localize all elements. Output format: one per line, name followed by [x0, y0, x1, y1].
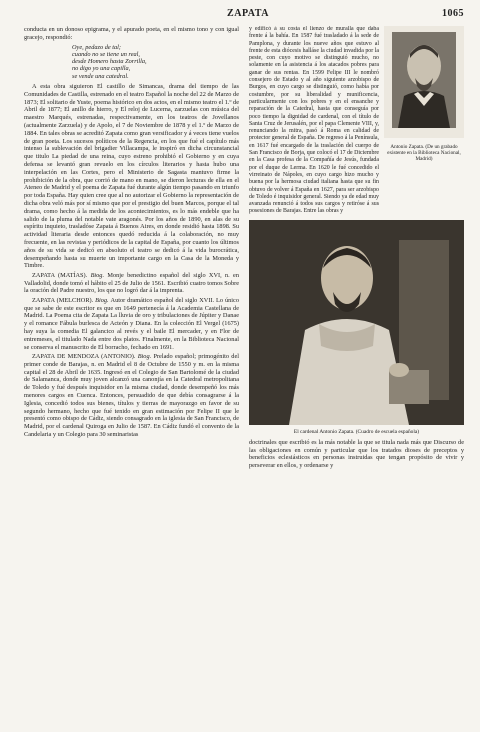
verse-line: se vende una catedral.	[72, 72, 129, 80]
entry-headword: ZAPATA (MELCHOR).	[32, 296, 96, 304]
entry-tag: Biog.	[137, 352, 154, 360]
dictionary-entry	[24, 297, 239, 352]
body-paragraph: A esta obra siguieron El castillo de Simancas, drama del tiempo de las Comunidades de Castilla, estrenado en el teatro Español la noche del 22 de Marzo de 1873; El solitario de Yuste, poema histórico en dos actos, en el mismo teatro el 1.º de Abril de 1877; El anillo de hierro, y El reloj de Lucerna, zarzuelas con música del maestro Marqués, estrenadas, respectivamente, en los teatros de Jovellanos (actualmente Zarzuela) y de Apolo, el 7 de Noviembre de 1878 y el 1.º de Marzo de 1884. En tales obras se acreditó Zapata como gran versificador y á veces tiene vuelos de gran poeta. Los sucesos políticos de la Regencia, en los que fué el capítulo más intenso la sublevación del brigadier Villacampa, le inspiró en dicha circunstancial que titulo La piedad de una reina, cuyo estreno prohibió el Gobierno y en cuya defensa se levantó gran revuelo en los círculos literarios y hasta hubo una interpelación en las Cortes, pero el Ministerio de Sagasta mantuvo firme la prohibición de la obra, que corrió de mano en mano, se dieron lecturas de ella en el Ateneo de Madrid y el poema de Zapata fué durante algún tiempo pasando en triunfo por toda España. Hay quien cree que al no autorizar el Gobierno la representación de dicha obra veló más por sí mismo que por el prestigio del buen Marcos, porque el tal drama, como hecho á la medida de los acontecimientos, es lo más endeble que ha salido de la pluma del notable vate aragonés. Por los años de 1890, en alas de su espíritu inquieto, trasladóse Zapata á Buenos Aires, en donde residió hasta 1898. Su actividad literaria desde entonces quedó reducida á la colaboración, no muy frecuente, en las revistas y periódicos de la capital de España, por cuanto los últimos años de su vida se dedicó en absoluto el teatro se dedicó á la vida burocrática, desempeñando hasta su muerte un importante cargo en la Casa de la Moneda y Timbre.	[24, 83, 239, 270]
entry-text: Monje benedictino español del siglo XVI, n. en Valladolid, donde tomó el hábito el 25 de Julio de 1561. Escribió cuatro tomos Sobre la oración del Padre nuestro, los que no logró dar á la imprenta.	[24, 271, 239, 295]
verse-line: Oye, pedazo de tal;	[72, 43, 121, 51]
running-head	[24, 8, 464, 24]
dictionary-entry	[24, 353, 239, 439]
right-top-text	[249, 26, 379, 216]
verse-line: no digo yo una capilla,	[72, 65, 131, 73]
dictionary-entry	[24, 272, 239, 295]
verse-line: desde Homero hasta Zorrilla,	[72, 58, 147, 66]
running-head-title: ZAPATA	[227, 8, 269, 19]
epigram-verse	[72, 44, 239, 80]
engraved-portrait	[384, 26, 464, 216]
continued-paragraph: y edificó á su costa el lienzo de muralla que daba frente á la bahía. En 1587 fué trasladado á la sede de Pamplona, y durante los nueve años que estuvo al frente de esta diócesis halláse la ciudad invadida por la peste, con cuyo motivo se distinguió mucho, no solamente en la asistencia á los atacados pobres para ganar de sus rentas. En 1599 Felipe III le nombró consejero de Estado y al año siguiente arzobispo de Burgos, en cuyo cargo se distinguió, como había por costumbre, por su liberalidad y munificencia, particularmente con los pobres y en el ensanche y reparación de la Catedral, hasta que conseguía por poco tiempo la dignidad de cardenal, con el título de Santa Cruz de Jerusalén, por el papa Clemente VIII, y, renunciando la mitra, pasó á Roma en calidad de protector general de España. De regreso á la Península, en 1617 fué encargado de la traslación del cuerpo de San Francisco de Borja, que colocó el 17 de Diciembre en la Casa profesa de la Compañía de Jesús, fundada por el duque de Lerma. En 1620 le fué concedido el virreinato de Nápoles, en cuyo cargo hizo mucho y buena por la hermosa ciudad italiana hasta que su fin obtuvo de volver á España en 1627, para ser arzobispo de Toledo é inquisidor general. Siendo ya de edad muy avanzada renunció á todos sus cargos y retiróse á sus posesiones de Barajas. Entre las obras y	[249, 26, 379, 215]
closing-paragraph: doctrinales que escribió es la más notable la que se titula nada más que Discurso de las obligaciones en común y particular que los tratados dioses de preceptos y beneficios eclesiásticos en personas instruidas que tengan propósito de vivir y perseverar en ellos, y ordenarse y	[249, 438, 464, 470]
engraved-portrait-caption: Antonio Zapata. (De un grabado existente en la Biblioteca Nacional, Madrid)	[387, 144, 461, 162]
intro-paragraph: conducta en un donoso epigrama, y el apurado poeta, en el mismo tono y con igual gracejo, respondió:	[24, 26, 239, 41]
right-column	[249, 26, 464, 716]
left-column	[24, 26, 239, 716]
entry-text: Prelado español; primogénito del primer conde de Barajas, n. en Madrid el 8 de Octubre de 1550 y m. en la misma capital el 28 de Abril de 1635. Ingresó en el Colegio de San Bartolomé de la ciudad de Salamanca, donde muy joven alcanzó una canonjía en la Catedral metropolitana de Toledo y fué después inquisidor en la misma ciudad, donde desempeñó los más menores cargos en Cuenca. Entonces, persuadido de que debía consagrarse á la Iglesia, concedió todos sus bienes, títulos y tierras de mayorazgo en favor de su segundo hermano, hecho que fué tenido en gran estimación por Felipe II que le presentó como obispo de Cádiz, siendo consagrado en la iglesia de San Francisco, de Madrid, por el cardenal Quiroga en Julio de 1587. En Cádiz fundó el convento de la Candelaria y un Colegio para 30 seminaristas	[24, 352, 239, 438]
entry-headword: ZAPATA DE MENDOZA (ANTONIO).	[32, 352, 138, 360]
entry-headword: ZAPATA (MATÍAS).	[32, 271, 91, 279]
entry-tag: Biog.	[90, 271, 108, 279]
verse-line: cuando no se tiene un real,	[72, 50, 140, 58]
page-number: 1065	[441, 8, 464, 19]
entry-tag: Biog.	[95, 296, 111, 304]
two-column-body	[24, 26, 464, 716]
painted-portrait-caption: El cardenal Antonio Zapata. (Cuadro de escuela española)	[293, 428, 420, 435]
engraved-portrait-image	[384, 26, 464, 138]
painted-portrait	[249, 220, 464, 436]
text-with-portrait	[249, 26, 464, 216]
entry-text: Autor dramático español del siglo XVII. Lo único que se sabe de este escritor es que en 1649 pertenecía á la Academia Castellana de Madrid. La Poema cita de Zapata La lluvia de oro y tribulaciones de Júpiter y Danae y el romance Fábula burlesca de Acteón y Diana. En la colección El Vergel (1675) hay suya la comedia El galancico al revés y el baile El mercader, y en Flor de entremeses, el titulado Nada entre dos platos. Finalmente, en la Biblioteca Nacional se conserva el manuscrito de El borracho, fechado en 1691.	[24, 296, 239, 351]
painted-portrait-image	[249, 220, 464, 425]
